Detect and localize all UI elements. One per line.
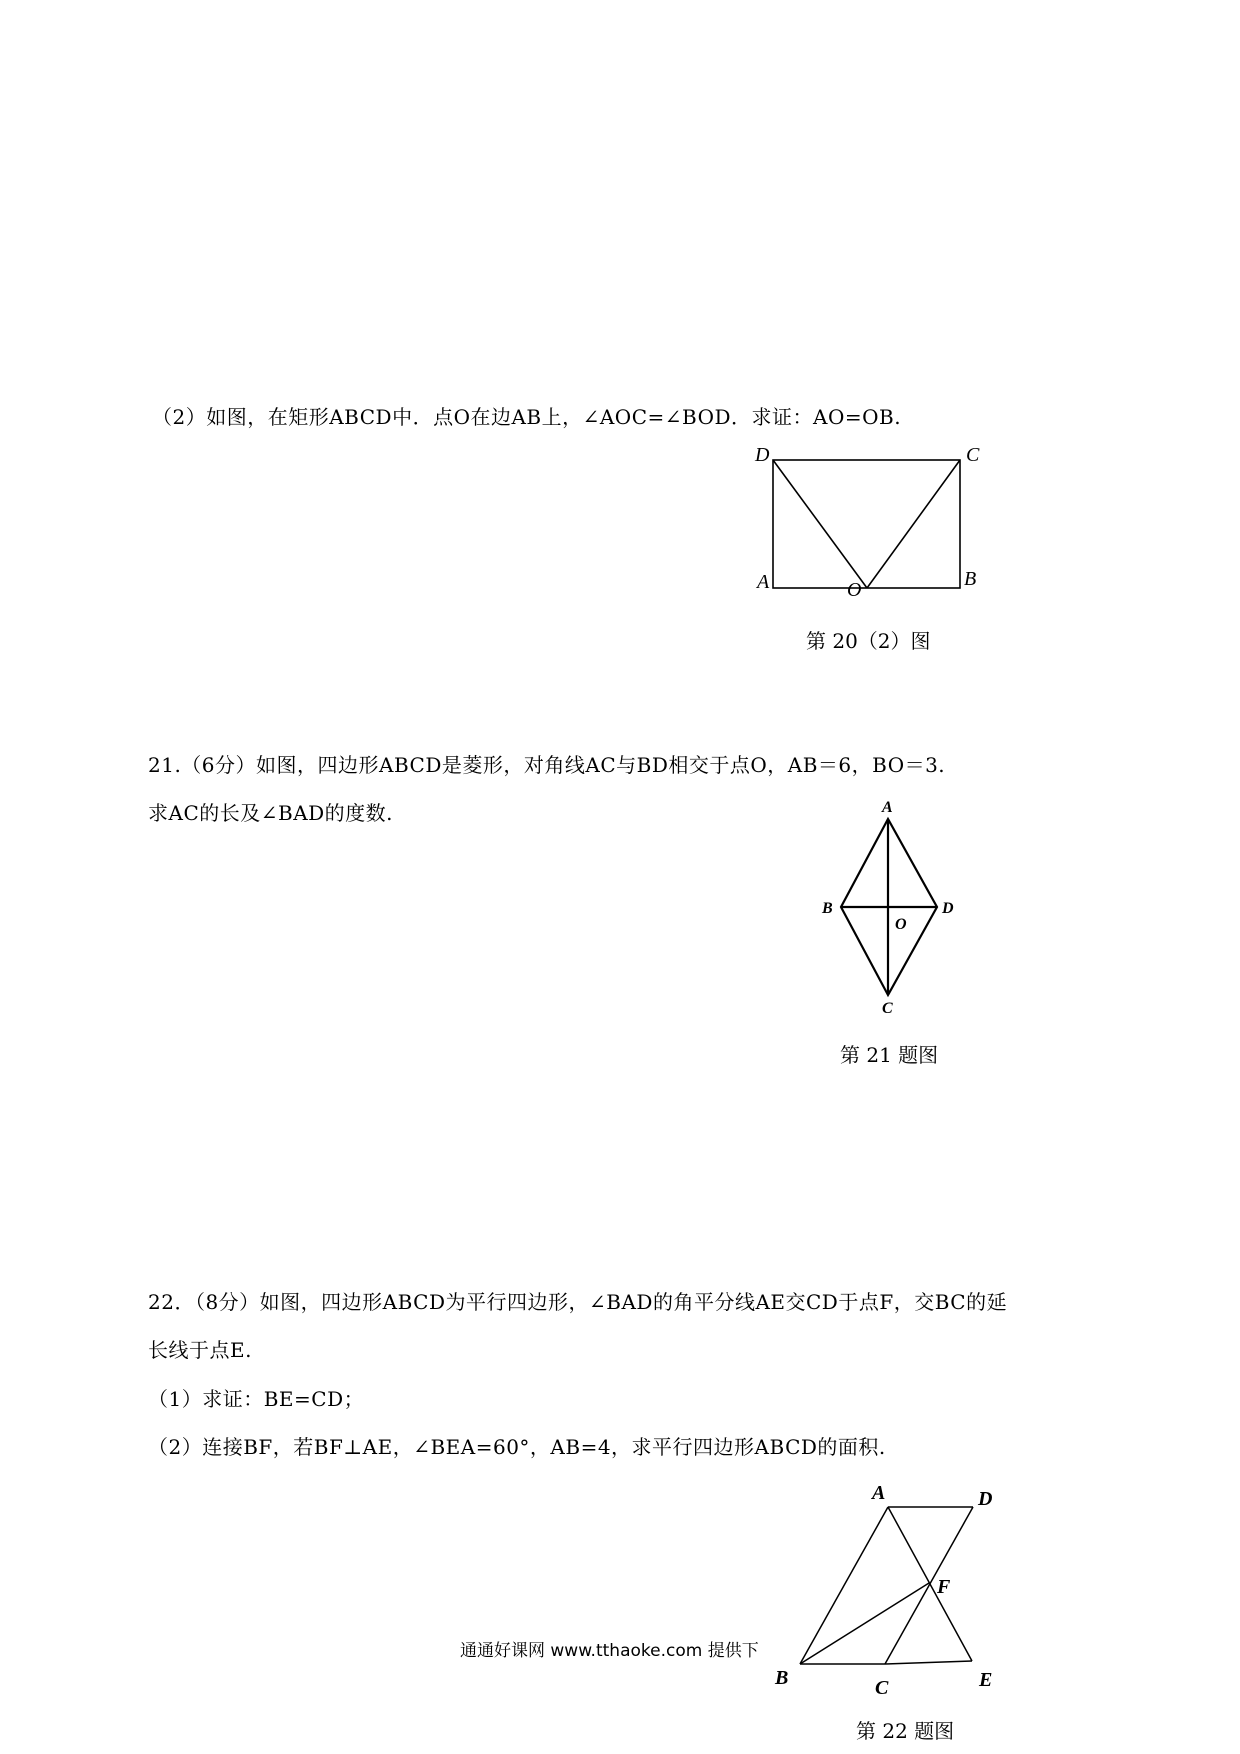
label-d: D xyxy=(978,1488,993,1510)
label-d: D xyxy=(755,444,770,466)
label-c: C xyxy=(882,1000,893,1017)
label-e: E xyxy=(979,1669,993,1691)
label-o: O xyxy=(847,579,862,601)
label-b: B xyxy=(822,900,833,917)
q21-figure xyxy=(810,795,980,1020)
q21-line1: 21.（6分）如图，四边形ABCD是菱形，对角线AC与BD相交于点O，AB＝6，BO＝3. xyxy=(148,753,946,777)
q22-figure xyxy=(765,1475,1025,1700)
segment-ab xyxy=(800,1507,888,1664)
q21-caption: 第 21 题图 xyxy=(840,1043,939,1067)
q22-line2: 长线于点E. xyxy=(148,1338,252,1362)
segment-ce xyxy=(885,1661,972,1664)
q22-caption: 第 22 题图 xyxy=(856,1719,955,1743)
label-d: D xyxy=(942,900,954,917)
segment-co xyxy=(867,460,960,588)
label-b: B xyxy=(775,1667,789,1689)
label-a: A xyxy=(872,1482,886,1504)
segment-do xyxy=(773,460,867,588)
q22-part1: （1）求证：BE=CD； xyxy=(148,1387,365,1411)
label-c: C xyxy=(875,1677,889,1699)
segment-cd xyxy=(885,1507,973,1664)
segment-bf xyxy=(800,1583,929,1664)
q20-2-figure xyxy=(740,440,1000,600)
rectangle-abcd xyxy=(773,460,960,588)
label-a: A xyxy=(882,799,893,816)
label-a: A xyxy=(757,571,770,593)
label-f: F xyxy=(937,1576,951,1598)
q20-2-caption: 第 20（2）图 xyxy=(806,629,931,653)
q22-part2: （2）连接BF，若BF⊥AE，∠BEA=60°，AB=4，求平行四边形ABCD的面积. xyxy=(148,1435,886,1459)
label-c: C xyxy=(966,444,980,466)
q21-line2: 求AC的长及∠BAD的度数. xyxy=(148,801,394,825)
label-b: B xyxy=(964,568,977,590)
q22-line1: 22．（8分）如图，四边形ABCD为平行四边形，∠BAD的角平分线AE交CD于点F，交BC的延 xyxy=(148,1290,1008,1314)
label-o: O xyxy=(895,916,907,933)
footer-watermark: 通通好课网 www.tthaoke.com 提供下 xyxy=(460,1641,759,1661)
q20-2-text: （2）如图，在矩形ABCD中．点O在边AB上，∠AOC=∠BOD．求证：AO=OB. xyxy=(152,405,902,429)
